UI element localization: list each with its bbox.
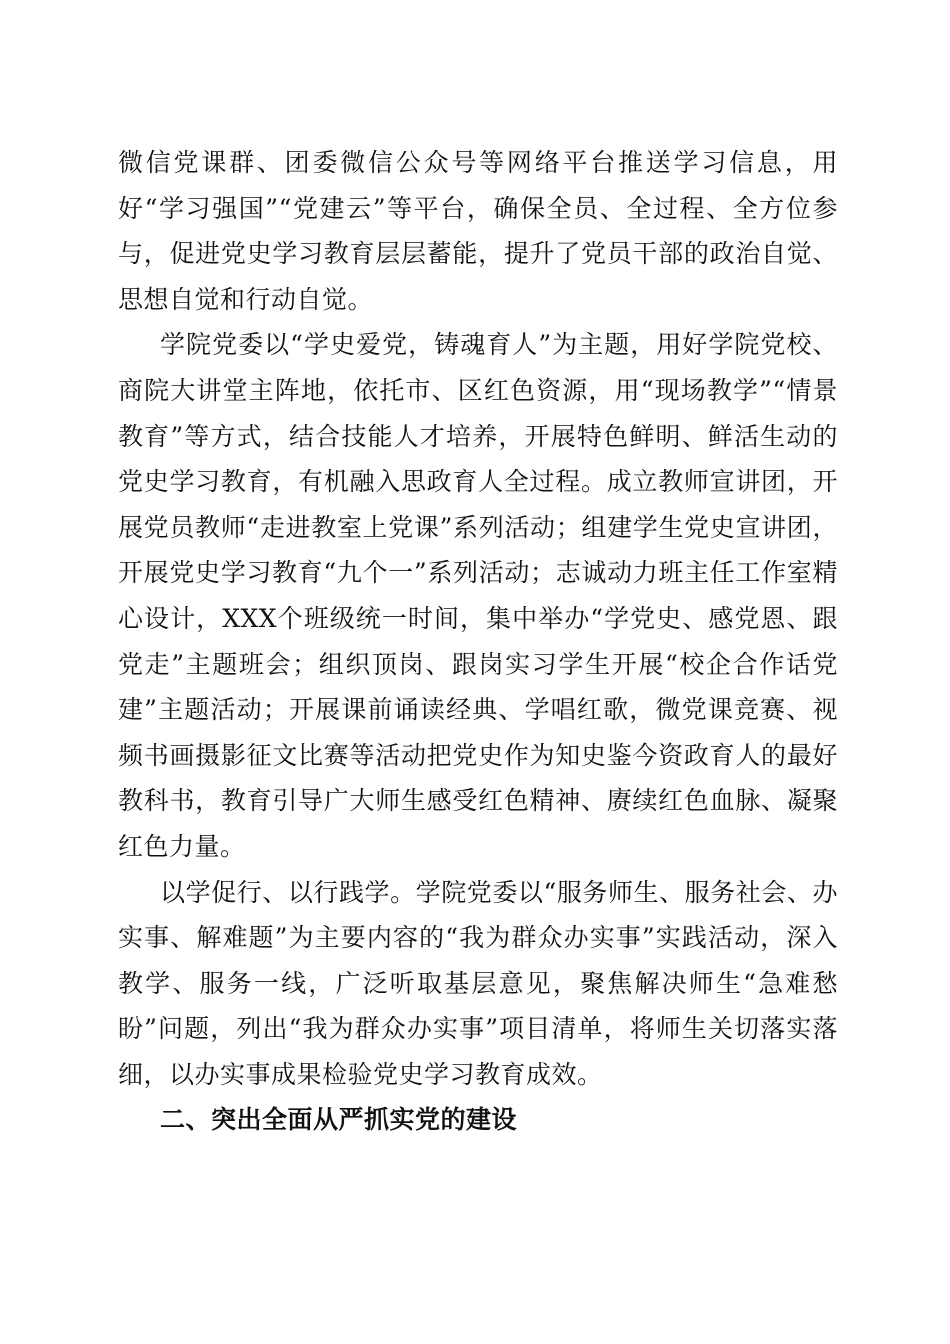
- document-body: [118, 140, 838, 1143]
- section-heading: 二、突出全面从严抓实党的建设: [160, 1105, 518, 1135]
- paragraph-continuation: 微信党课群、团委微信公众号等网络平台推送学习信息，用好“学习强国”“党建云”等平台，确保全员、全过程、全方位参与，促进党史学习教育层层蓄能，提升了党员干部的政治自觉、思想自觉和行动自觉。: [118, 148, 838, 314]
- paragraph-practice-activities: 以学促行、以行践学。学院党委以“服务师生、服务社会、办实事、解难题”为主要内容的“我为群众办实事”实践活动，深入教学、服务一线，广泛听取基层意见，聚焦解决师生“急难愁盼”问题，列出“我为群众办实事”项目清单，将师生关切落实落细，以办实事成果检验党史学习教育成效。: [118, 877, 838, 1089]
- paragraph-theme-activities: 学院党委以“学史爱党，铸魂育人”为主题，用好学院党校、商院大讲堂主阵地，依托市、区红色资源，用“现场教学”“情景教育”等方式，结合技能人才培养，开展特色鲜明、鲜活生动的党史学习教育，有机融入思政育人全过程。成立教师宣讲团，开展党员教师“走进教室上党课”系列活动；组建学生党史宣讲团，开展党史学习教育“九个一”系列活动；志诚动力班主任工作室精心设计，XXX个班级统一时间，集中举办“学党史、感党恩、跟党走”主题班会；组织顶岗、跟岗实习学生开展“校企合作话党建”主题活动；开展课前诵读经典、学唱红歌，微党课竞赛、视频书画摄影征文比赛等活动把党史作为知史鉴今资政育人的最好教科书，教育引导广大师生感受红色精神、赓续红色血脉、凝聚红色力量。: [118, 330, 838, 861]
